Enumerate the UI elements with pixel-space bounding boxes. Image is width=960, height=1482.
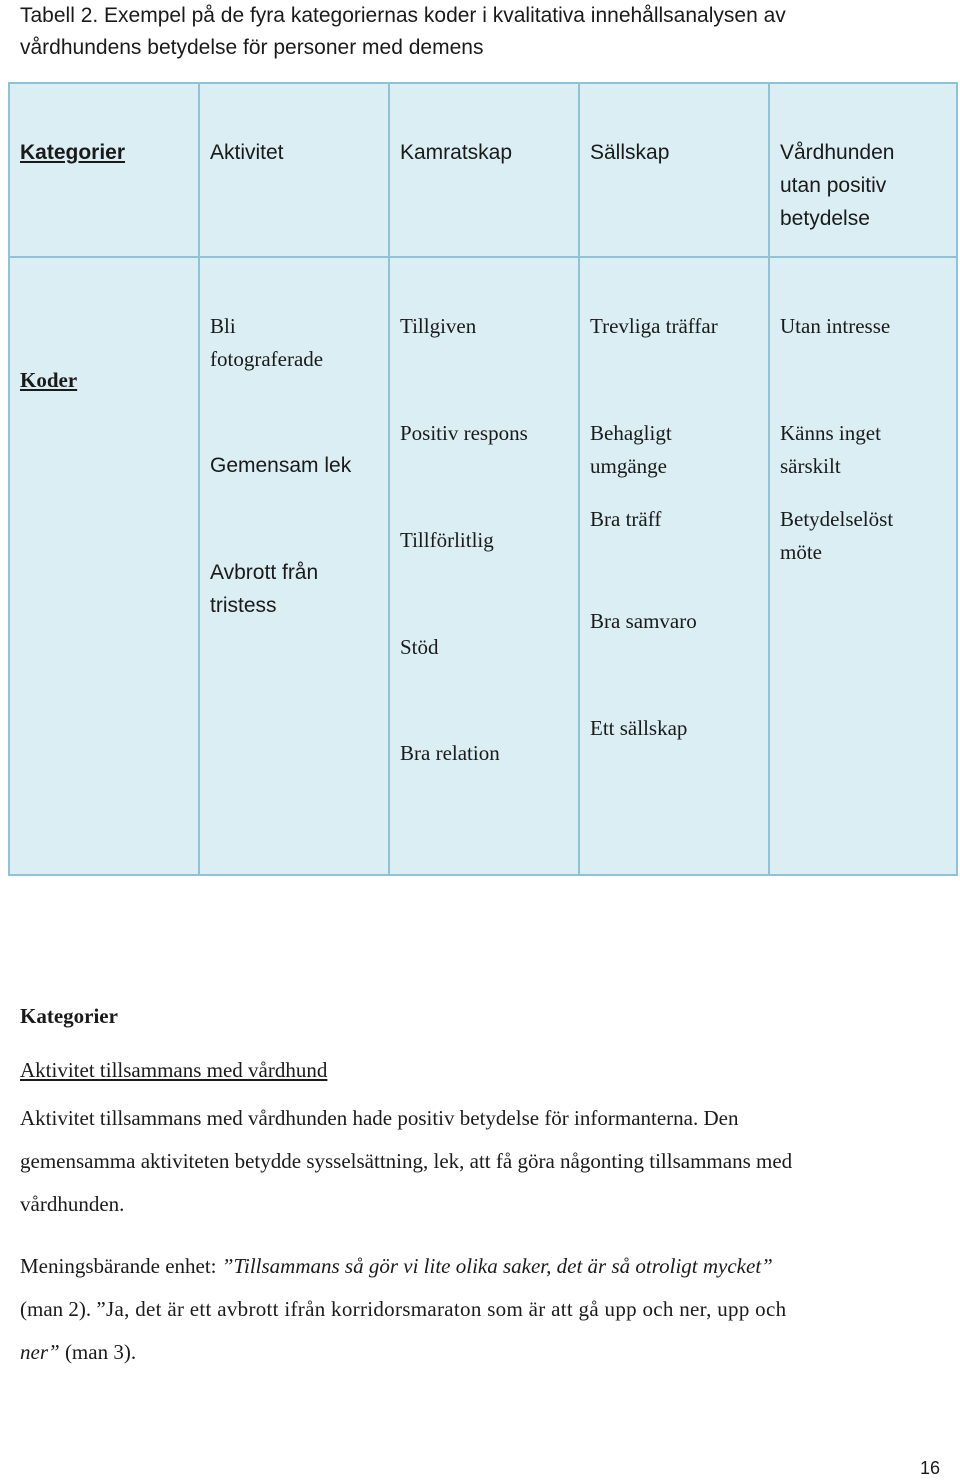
codes-cell-label xyxy=(8,256,200,876)
code-trevliga-traffar: Trevliga träffar xyxy=(590,314,718,338)
code-gemensam-lek: Gemensam lek xyxy=(210,454,352,477)
code-bli-line1: Bli xyxy=(210,314,236,338)
code-betydelselost-line2: möte xyxy=(780,540,822,564)
section-heading: Kategorier xyxy=(20,1004,118,1028)
paragraph-line-2: gemensamma aktiviteten betydde sysselsättning, lek, att få göra någonting tillsammans med xyxy=(20,1149,793,1173)
category-code-table xyxy=(8,82,958,876)
code-stod: Stöd xyxy=(400,635,439,659)
header-label: Kategorier xyxy=(20,141,126,164)
code-bra-relation: Bra relation xyxy=(400,741,500,765)
code-tillgiven: Tillgiven xyxy=(400,314,477,338)
caption-line-2: vårdhundens betydelse för personer med demens xyxy=(20,36,484,59)
caption-line-1: Tabell 2. Exempel på de fyra kategoriernas koder i kvalitativa innehållsanalysen av xyxy=(20,4,786,27)
meaning-line-1 xyxy=(20,1245,940,1288)
header-cell-aktivitet xyxy=(198,82,390,258)
header-cell-kamratskap xyxy=(388,82,580,258)
header-cell-sallskap xyxy=(578,82,770,258)
reference-2: (man 3). xyxy=(59,1340,137,1364)
section-subheading: Aktivitet tillsammans med vårdhund xyxy=(20,1058,328,1082)
reference-1: (man 2). xyxy=(20,1297,92,1321)
meaning-unit xyxy=(20,1245,940,1374)
meaning-label: Meningsbärande enhet: xyxy=(20,1254,222,1278)
paragraph-line-3: vårdhunden. xyxy=(20,1192,125,1216)
category-vardhunden-line2: utan positiv xyxy=(780,174,887,197)
code-behagligt-line1: Behagligt xyxy=(590,421,672,445)
codes-label: Koder xyxy=(20,368,78,392)
category-kamratskap: Kamratskap xyxy=(400,141,513,164)
codes-cell-sallskap xyxy=(578,256,770,876)
code-bra-traff: Bra träff xyxy=(590,507,662,531)
code-behagligt-line2: umgänge xyxy=(590,454,667,478)
header-cell-label xyxy=(8,82,200,258)
page-number: 16 xyxy=(919,1458,940,1478)
codes-cell-kamratskap xyxy=(388,256,580,876)
section-paragraph xyxy=(20,1097,940,1226)
code-kanns-line1: Känns inget xyxy=(780,421,881,445)
code-ett-sallskap: Ett sällskap xyxy=(590,716,688,740)
quote-2-end: ner” xyxy=(20,1340,60,1364)
paragraph-line-1: Aktivitet tillsammans med vårdhunden hade positiv betydelse för informanterna. Den xyxy=(20,1106,739,1130)
code-betydelselost-line1: Betydelselöst xyxy=(780,507,894,531)
meaning-line-3 xyxy=(20,1331,940,1374)
meaning-line-2 xyxy=(20,1288,940,1331)
code-bra-samvaro: Bra samvaro xyxy=(590,609,697,633)
category-sallskap: Sällskap xyxy=(590,141,670,164)
code-tillforlitlig: Tillförlitlig xyxy=(400,528,494,552)
quote-2-start: ”Ja, det är ett avbrott ifrån korridorsmaraton som är att gå upp och ner, upp och xyxy=(96,1297,787,1321)
code-utan-intresse: Utan intresse xyxy=(780,314,891,338)
code-positiv-respons: Positiv respons xyxy=(400,421,528,445)
code-avbrott-line1: Avbrott från xyxy=(210,561,319,584)
category-vardhunden-line3: betydelse xyxy=(780,207,870,230)
table-caption xyxy=(20,0,940,64)
quote-1: ”Tillsammans så gör vi lite olika saker, det är så otroligt mycket” xyxy=(221,1254,773,1278)
code-avbrott-line2: tristess xyxy=(210,594,277,617)
category-vardhunden-line1: Vårdhunden xyxy=(780,141,895,164)
category-aktivitet: Aktivitet xyxy=(210,141,284,164)
code-bli-line2: fotograferade xyxy=(210,347,324,371)
code-kanns-line2: särskilt xyxy=(780,454,841,478)
